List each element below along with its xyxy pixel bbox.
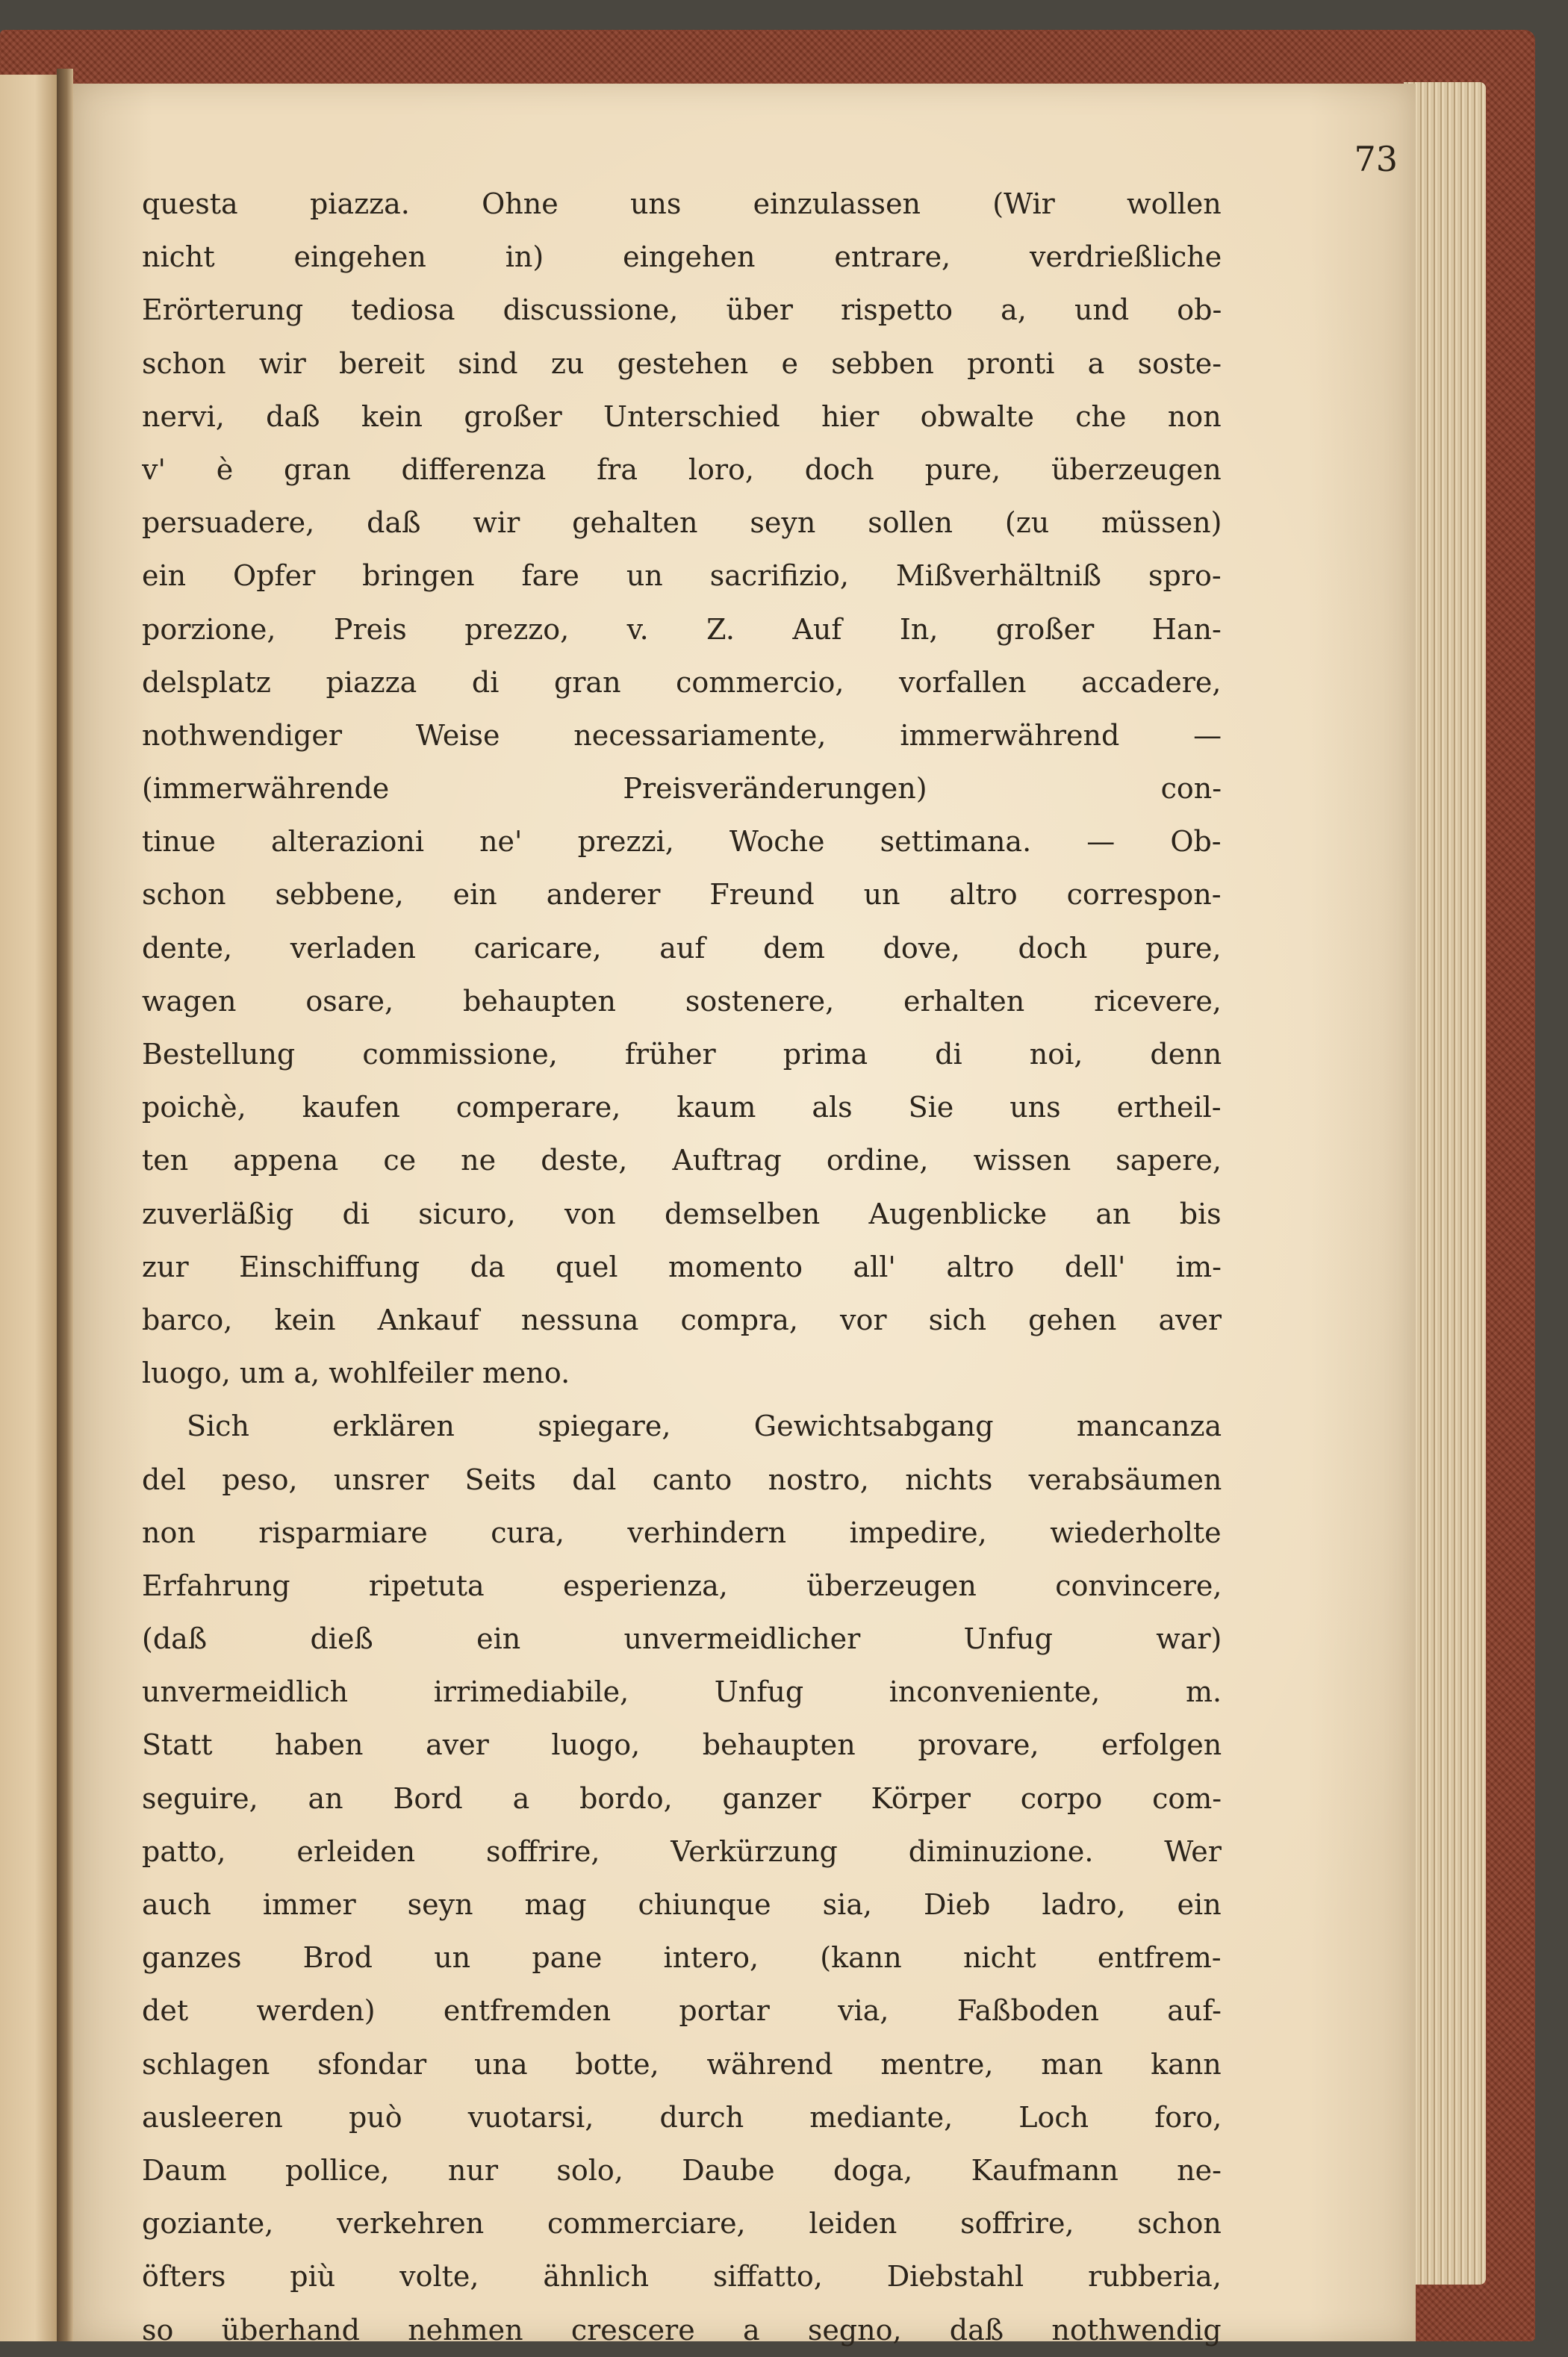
text-line: ein Opfer bringen fare un sacrifizio, Mißverhältniß spro- (142, 559, 1222, 593)
text-line: porzione, Preis prezzo, v. Z. Auf In, großer Han- (142, 612, 1222, 646)
page-block-edges (1404, 82, 1486, 2285)
body-text (142, 178, 1222, 2357)
text-line: schon sebbene, ein anderer Freund un altro correspon- (142, 878, 1222, 912)
text-line: zuverläßig di sicuro, von demselben Augenblicke an bis (142, 1197, 1222, 1230)
text-line: schon wir bereit sind zu gestehen e sebben pronti a soste- (142, 346, 1222, 380)
text-line: seguire, an Bord a bordo, ganzer Körper corpo com- (142, 1781, 1222, 1815)
text-line: Statt haben aver luogo, behaupten provare, erfolgen (142, 1728, 1222, 1762)
text-line: dente, verladen caricare, auf dem dove, doch pure, (142, 931, 1222, 965)
text-line: ganzes Brod un pane intero, (kann nicht entfrem- (142, 1941, 1222, 1975)
text-line: nothwendiger Weise necessariamente, immerwährend — (142, 718, 1222, 752)
text-line: det werden) entfremden portar via, Faßboden auf- (142, 1994, 1222, 2028)
left-page-edge (0, 75, 58, 2341)
text-line: goziante, verkehren commerciare, leiden soffrire, schon (142, 2207, 1222, 2241)
text-line: ausleeren può vuotarsi, durch mediante, Loch foro, (142, 2100, 1222, 2134)
text-line: Bestellung commissione, früher prima di noi, denn (142, 1038, 1222, 1071)
text-line: tinue alterazioni ne' prezzi, Woche settimana. — Ob- (142, 825, 1222, 859)
text-line: so überhand nehmen crescere a segno, daß nothwendig (142, 2313, 1222, 2347)
text-line: Erfahrung ripetuta esperienza, überzeugen convincere, (142, 1569, 1222, 1602)
text-line: auch immer seyn mag chiunque sia, Dieb ladro, ein (142, 1888, 1222, 1921)
text-line: poichè, kaufen comperare, kaum als Sie uns ertheil- (142, 1091, 1222, 1124)
text-line: persuadere, daß wir gehalten seyn sollen (zu müssen) (142, 506, 1222, 540)
text-line: wagen osare, behaupten sostenere, erhalten ricevere, (142, 984, 1222, 1018)
text-line: v' è gran differenza fra loro, doch pure, überzeugen (142, 452, 1222, 486)
text-line: öfters più volte, ähnlich siffatto, Diebstahl rubberia, (142, 2260, 1222, 2294)
book-gutter (57, 69, 73, 2341)
text-line: (daß dieß ein unvermeidlicher Unfug war) (142, 1622, 1222, 1656)
text-line: Erörterung tediosa discussione, über rispetto a, und ob- (142, 293, 1222, 327)
text-line: luogo, um a, wohlfeiler meno. (142, 1357, 570, 1390)
text-line: delsplatz piazza di gran commercio, vorfallen accadere, (142, 665, 1222, 699)
text-line: questa piazza. Ohne uns einzulassen (Wir wollen (142, 187, 1222, 220)
text-line: Daum pollice, nur solo, Daube doga, Kaufmann ne- (142, 2153, 1222, 2187)
text-line: unvermeidlich irrimediabile, Unfug inconveniente, m. (142, 1675, 1222, 1709)
text-line: zur Einschiffung da quel momento all' altro dell' im- (142, 1250, 1222, 1283)
text-line: Sich erklären spiegare, Gewichtsabgang mancanza (187, 1410, 1222, 1443)
text-line: del peso, unsrer Seits dal canto nostro, nichts verabsäumen (142, 1463, 1222, 1496)
text-line: non risparmiare cura, verhindern impedire, wiederholte (142, 1516, 1222, 1549)
text-line: ten appena ce ne deste, Auftrag ordine, wissen sapere, (142, 1144, 1222, 1177)
text-line: barco, kein Ankauf nessuna compra, vor sich gehen aver (142, 1303, 1222, 1336)
page-number: 73 (1354, 139, 1398, 179)
text-line: nicht eingehen in) eingehen entrare, verdrießliche (142, 240, 1222, 274)
text-line: patto, erleiden soffrire, Verkürzung diminuzione. Wer (142, 1834, 1222, 1868)
text-line: nervi, daß kein großer Unterschied hier obwalte che non (142, 399, 1222, 433)
text-line: (immerwährende Preisveränderungen) con- (142, 772, 1222, 806)
text-line: schlagen sfondar una botte, während mentre, man kann (142, 2047, 1222, 2081)
